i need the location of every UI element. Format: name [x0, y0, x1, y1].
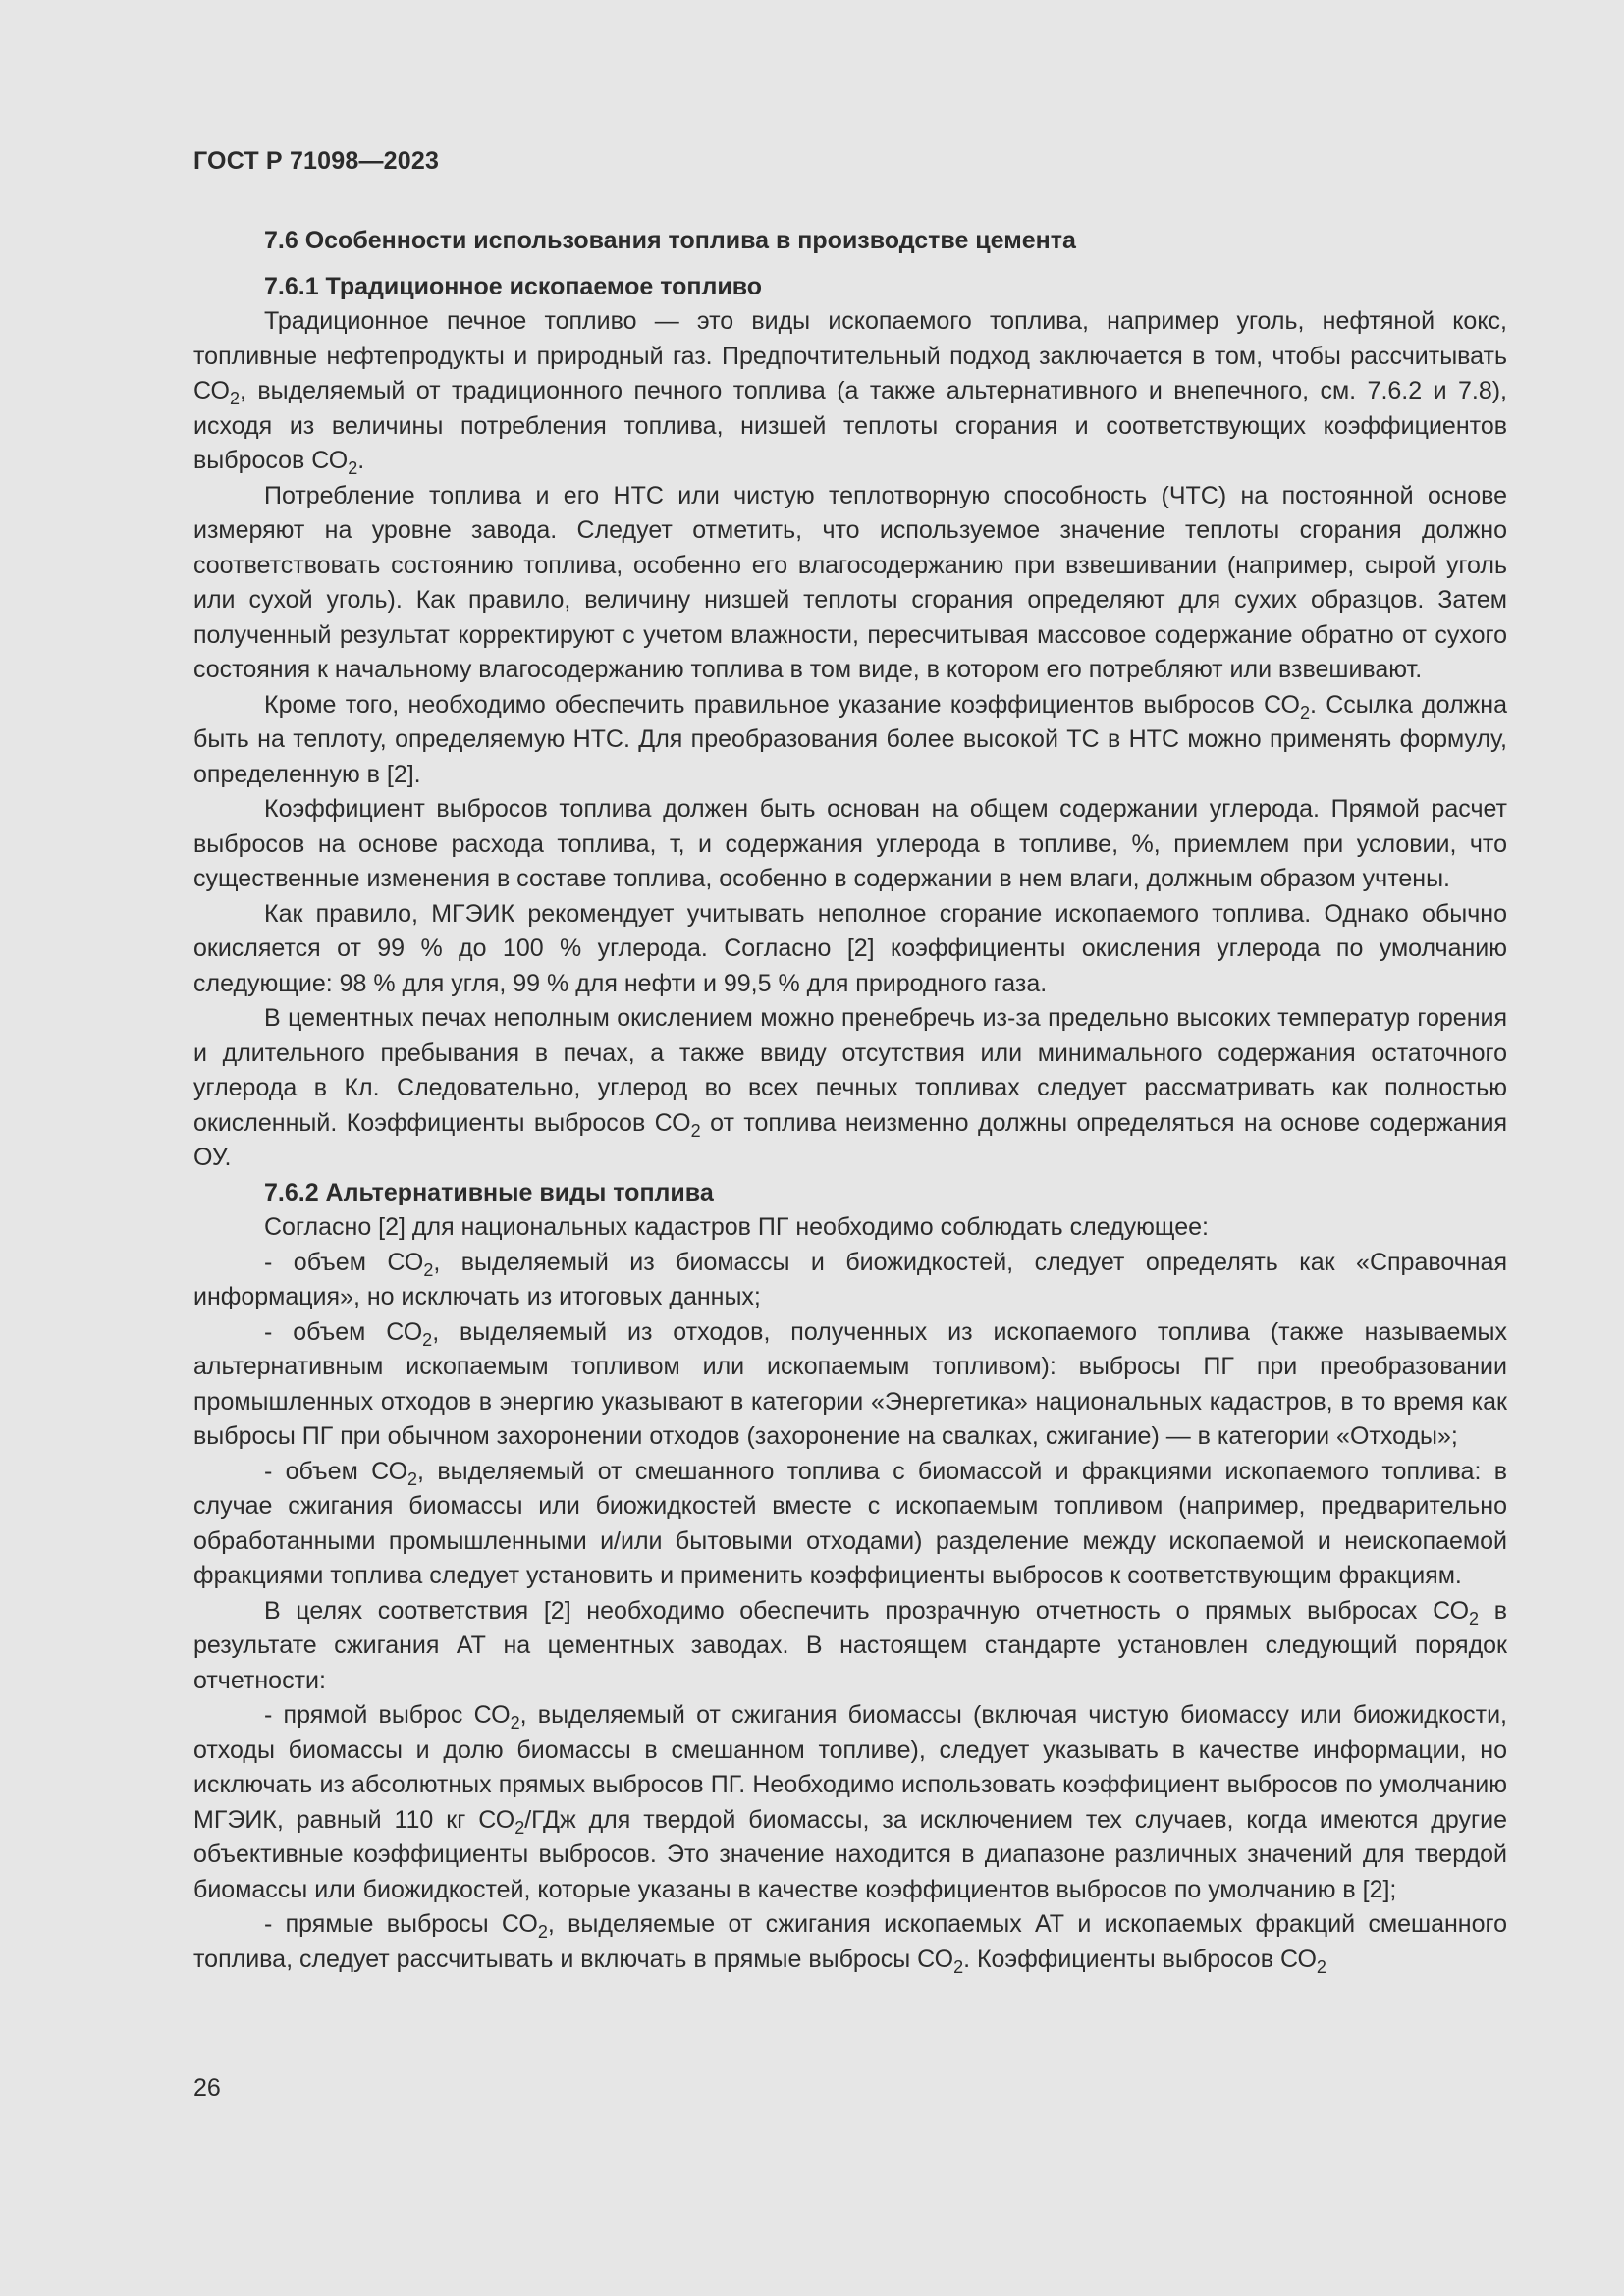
paragraph: Согласно [2] для национальных кадастров ПГ необходимо соблюдать следующее:	[264, 1213, 1209, 1241]
paragraph: В целях соответствия [2] необходимо обеспечить прозрачную отчетность о прямых выбросах $СО_2$ в результате сжигания АТ на цементных заводах. В настоящем стандарте установлен следующий порядок отчетности:	[193, 1596, 1508, 1694]
paragraph: В цементных печах неполным окислением можно пренебречь из-за предельно высоких температур горения и длительного пребывания в печах, а также ввиду отсутствия или минимального содержания остаточного углерода в Кл. Следовательно, углерод во всех печных топливах следует рассматривать как полностью окисленный. Коэффициенты выбросов $СО_2$ от топлива неизменно должны определяться на основе содержания ОУ.	[193, 1004, 1507, 1171]
list-item: - объем $СО_2$, выделяемый из биомассы и биожидкостей, следует определять как «Справочная информация», но исключать из итоговых данных;	[193, 1248, 1507, 1310]
list-item: - объем $СО_2$, выделяемый из отходов, полученных из ископаемого топлива (также называемых альтернативным ископаемым топливом или ископаемым топливом): выбросы ПГ при преобразовании промышленных отходов в энергию указывают в категории «Энергетика» национальных кадастров, в то время как выбросы ПГ при обычном захоронении отходов (захоронение на свалках, сжигание) — в категории «Отходы»;	[193, 1317, 1508, 1450]
subsection-heading: 7.6.2 Альтернативные виды топлива	[264, 1178, 714, 1206]
page-content	[193, 224, 1507, 1977]
paragraph: Кроме того, необходимо обеспечить правильное указание коэффициентов выбросов $СО_2$. Ссылка должна быть на теплоту, определяемую НТС. Для преобразования более высокой ТС в НТС можно применять формулу, определенную в [2].	[193, 690, 1507, 788]
paragraph: Коэффициент выбросов топлива должен быть основан на общем содержании углерода. Прямой расчет выбросов на основе расхода топлива, т, и содержания углерода в топливе, %, приемлем при условии, что существенные изменения в составе топлива, особенно в содержании в нем влаги, должным образом учтены.	[193, 795, 1507, 892]
paragraph: Как правило, МГЭИК рекомендует учитывать неполное сгорание ископаемого топлива. Однако обычно окисляется от 99 % до 100 % углерода. Согласно [2] коэффициенты окисления углерода по умолчанию следующие: 98 % для угля, 99 % для нефти и 99,5 % для природного газа.	[193, 899, 1507, 997]
page-number: 26	[193, 2074, 221, 2102]
paragraph: Традиционное печное топливо — это виды ископаемого топлива, например уголь, нефтяной кокс, топливные нефтепродукты и природный газ. Предпочтительный подход заключается в том, чтобы рассчитывать $СО_2$, выделяемый от традиционного печного топлива (а также альтернативного и внепечного, см. 7.6.2 и 7.8), исходя из величины потребления топлива, низшей теплоты сгорания и соответствующих коэффициентов выбросов $СО_2$.	[193, 307, 1507, 478]
list-item: - прямой выброс $СО_2$, выделяемый от сжигания биомассы (включая чистую биомассу или биожидкости, отходы биомассы и долю биомассы в смешанном топливе), следует указывать в качестве информации, но исключать из абсолютных прямых выбросов ПГ. Необходимо использовать коэффициент выбросов по умолчанию МГЭИК, равный 110 кг $СО_2$/ГДж для твердой биомассы, за исключением тех случаев, когда имеются другие объективные коэффициенты выбросов. Это значение находится в диапазоне различных значений для твердой биомассы или биожидкостей, которые указаны в качестве коэффициентов выбросов по умолчанию в [2];	[193, 1701, 1507, 1903]
subsection-heading: 7.6.1 Традиционное ископаемое топливо	[264, 272, 763, 300]
document-code: ГОСТ Р 71098—2023	[193, 147, 440, 175]
list-item: - объем $СО_2$, выделяемый от смешанного топлива с биомассой и фракциями ископаемого топлива: в случае сжигания биомассы или биожидкостей вместе с ископаемым топливом (например, предварительно обработанными промышленными и/или бытовыми отходами) разделение между ископаемой и неископаемой фракциями топлива следует установить и применить коэффициенты выбросов к соответствующим фракциям.	[193, 1457, 1507, 1589]
list-item: - прямые выбросы $СО_2$, выделяемые от сжигания ископаемых АТ и ископаемых фракций смешанного топлива, следует рассчитывать и включать в прямые выбросы $СО_2$. Коэффициенты выбросов $СО_2$	[193, 1910, 1507, 1977]
section-heading: 7.6 Особенности использования топлива в производстве цемента	[264, 227, 1076, 254]
paragraph: Потребление топлива и его НТС или чистую теплотворную способность (ЧТС) на постоянной основе измеряют на уровне завода. Следует отметить, что используемое значение теплоты сгорания должно соответствовать состоянию топлива, особенно его влагосодержанию при взвешивании (например, сырой уголь или сухой уголь). Как правило, величину низшей теплоты сгорания определяют для сухих образцов. Затем полученный результат корректируют с учетом влажности, пересчитывая массовое содержание обратно от сухого состояния к начальному влагосодержанию топлива в том виде, в котором его потребляют или взвешивают.	[193, 481, 1507, 683]
